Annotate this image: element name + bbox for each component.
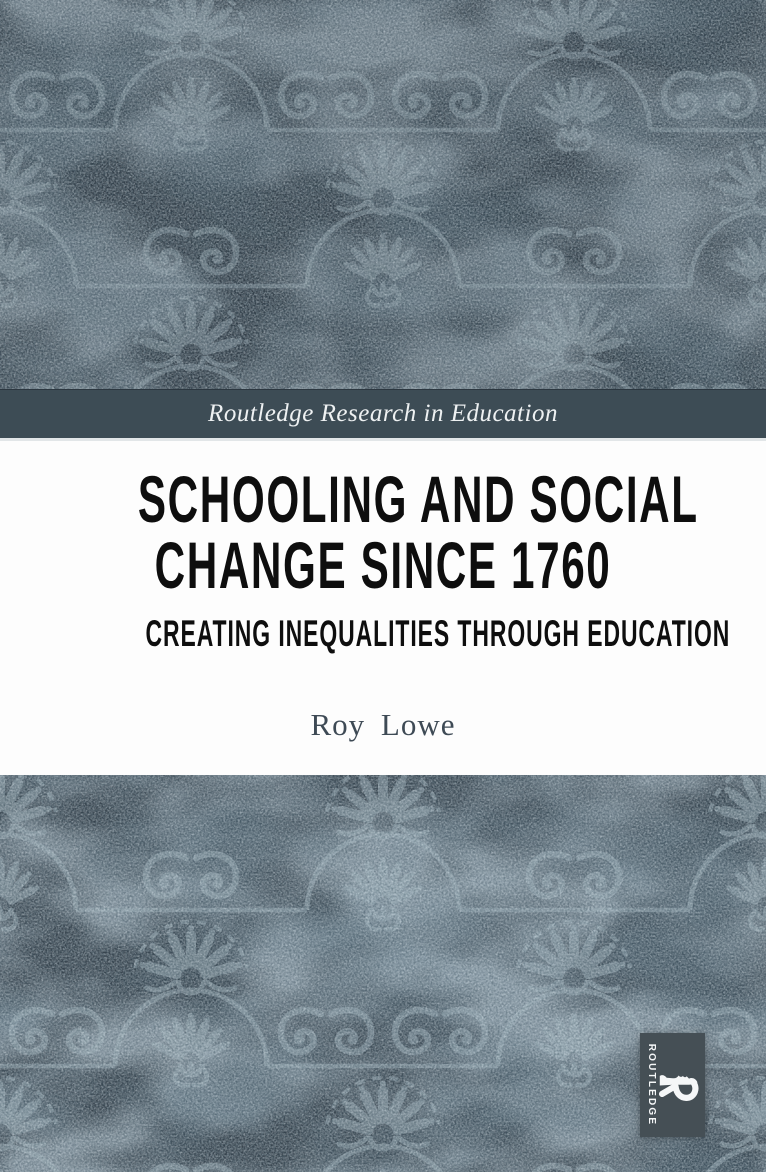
book-subtitle	[0, 614, 766, 654]
routledge-logo	[640, 1033, 705, 1137]
series-banner	[0, 389, 766, 438]
author-name: Roy Lowe	[310, 707, 456, 742]
subtitle-text: CREATING INEQUALITIES THROUGH EDUCATION	[145, 613, 731, 654]
routledge-logo-box	[640, 1033, 705, 1137]
book-title	[0, 462, 766, 602]
title-line-1: SCHOOLING AND SOCIAL	[137, 462, 699, 536]
title-panel	[0, 438, 766, 775]
series-title: Routledge Research in Education	[208, 400, 558, 427]
routledge-wordmark: ROUTLEDGE	[646, 1043, 657, 1127]
title-line-2: CHANGE SINCE 1760	[154, 528, 612, 602]
routledge-r-head-profile-icon	[659, 1070, 699, 1101]
